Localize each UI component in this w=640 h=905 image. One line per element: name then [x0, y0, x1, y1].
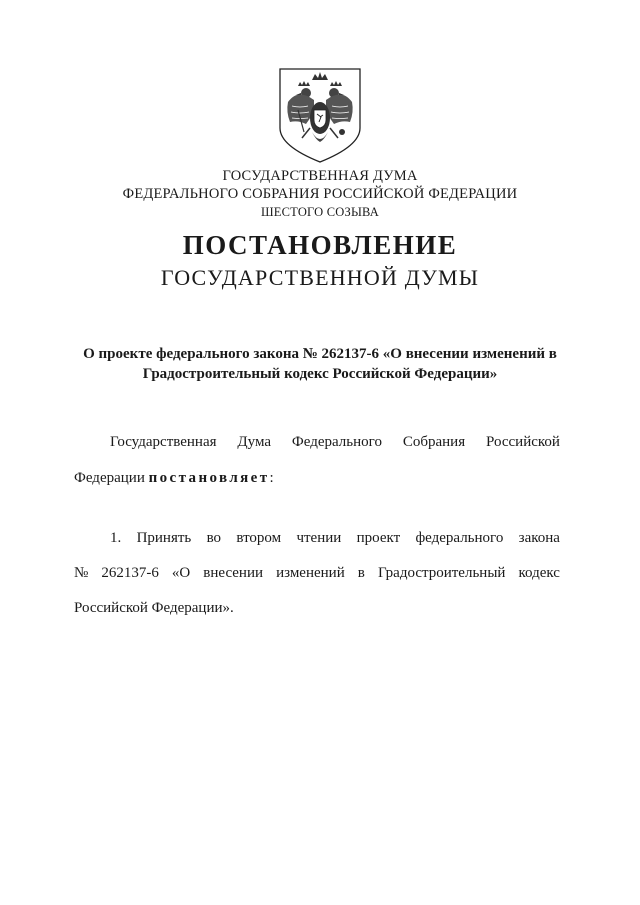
- item1-line1: [74, 530, 560, 547]
- document-subject: [70, 344, 570, 384]
- subject-line1: О проекте федерального закона № 262137-6 «О внесении изменений в: [83, 346, 557, 362]
- item1-word: федерального: [415, 530, 504, 546]
- preamble-word: Собрания: [402, 434, 466, 450]
- chamber-header: [0, 167, 640, 221]
- item1-word: втором: [236, 530, 282, 546]
- preamble-word: Дума: [237, 434, 272, 450]
- item1-word: Принять: [136, 530, 192, 546]
- item1-word: во: [206, 530, 222, 546]
- document-issuer-title: ГОСУДАРСТВЕННОЙ ДУМЫ: [160, 265, 480, 290]
- item1-word: кодекс: [518, 565, 560, 581]
- item1-word: проект: [356, 530, 401, 546]
- preamble-line2: [74, 470, 560, 487]
- preamble-line1: [74, 434, 560, 451]
- item1-word: №: [74, 565, 89, 581]
- preamble-word: Федерального: [291, 434, 382, 450]
- item1-word: внесении: [203, 565, 264, 581]
- item1-word: 262137-6: [101, 565, 159, 581]
- double-headed-eagle-emblem-icon: [276, 66, 364, 164]
- resolution-verb: постановляет: [148, 470, 270, 486]
- item1-line3: Российской Федерации».: [74, 600, 234, 616]
- item1-word: Градостроительный: [377, 565, 506, 581]
- convocation-label: ШЕСТОГО СОЗЫВА: [260, 205, 380, 219]
- item1-word: «О: [171, 565, 191, 581]
- preamble-line2-end: :: [269, 470, 274, 486]
- item1-word: в: [357, 565, 365, 581]
- preamble-word: Российской: [486, 434, 560, 450]
- chamber-name-line2: ФЕДЕРАЛЬНОГО СОБРАНИЯ РОССИЙСКОЙ ФЕДЕРАЦИИ: [122, 186, 518, 202]
- chamber-name-line1: ГОСУДАРСТВЕННАЯ ДУМА: [222, 168, 418, 184]
- preamble-line2-start: Федерации: [74, 470, 145, 486]
- preamble-paragraph: [74, 434, 560, 487]
- item1-word: изменений: [276, 565, 345, 581]
- item1-word: 1.: [110, 530, 122, 546]
- item1-line2: [74, 565, 560, 582]
- preamble-word: Государственная: [110, 434, 217, 450]
- subject-line2: Градостроительный кодекс Российской Федерации»: [142, 366, 498, 382]
- document-type-title: ПОСТАНОВЛЕНИЕ: [182, 230, 458, 260]
- item1-word: чтении: [296, 530, 342, 546]
- resolution-item-1: [74, 530, 560, 617]
- item1-word: закона: [518, 530, 560, 546]
